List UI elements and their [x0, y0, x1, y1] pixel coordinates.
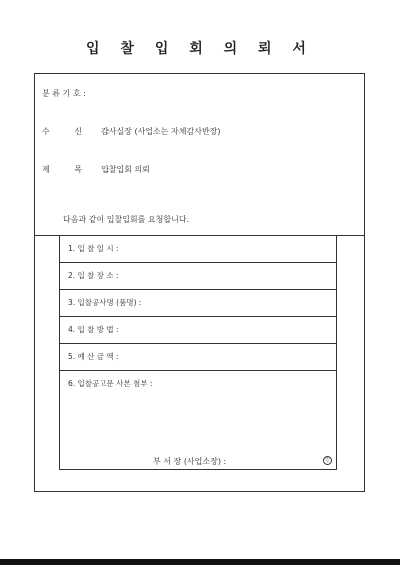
- recipient-value: 감사실장 (사업소는 자체감사반장): [101, 127, 221, 136]
- item-table: [59, 235, 337, 470]
- request-text: 다음과 같이 입찰입회를 요청합니다.: [63, 215, 190, 224]
- seal-icon: 인: [323, 456, 332, 465]
- bottom-bar: [0, 559, 400, 565]
- subject-value: 입찰입회 의뢰: [101, 165, 150, 174]
- recipient-label: 수 신 :: [42, 127, 110, 136]
- subject-label: 제 목 :: [42, 165, 110, 174]
- item-row-2: 2. 입 찰 장 소 :: [60, 262, 336, 289]
- item-row-1: 1. 입 찰 일 시 :: [60, 235, 336, 262]
- item-row-4: 4. 입 찰 방 법 :: [60, 316, 336, 343]
- classification-label: 분 류 기 호 :: [42, 89, 86, 98]
- item-row-3: 3. 입찰공사명 (품명) :: [60, 289, 336, 316]
- form-frame: [34, 73, 365, 492]
- item-row-5: 5. 예 산 금 액 :: [60, 343, 336, 370]
- document-title: 입 찰 입 회 의 뢰 서: [86, 41, 314, 57]
- seal-mark: [323, 456, 332, 465]
- signature-label: 부 서 장 (사업소장) :: [153, 457, 227, 466]
- item-row-6: 6. 입찰공고문 사본 첨부 :: [60, 370, 336, 397]
